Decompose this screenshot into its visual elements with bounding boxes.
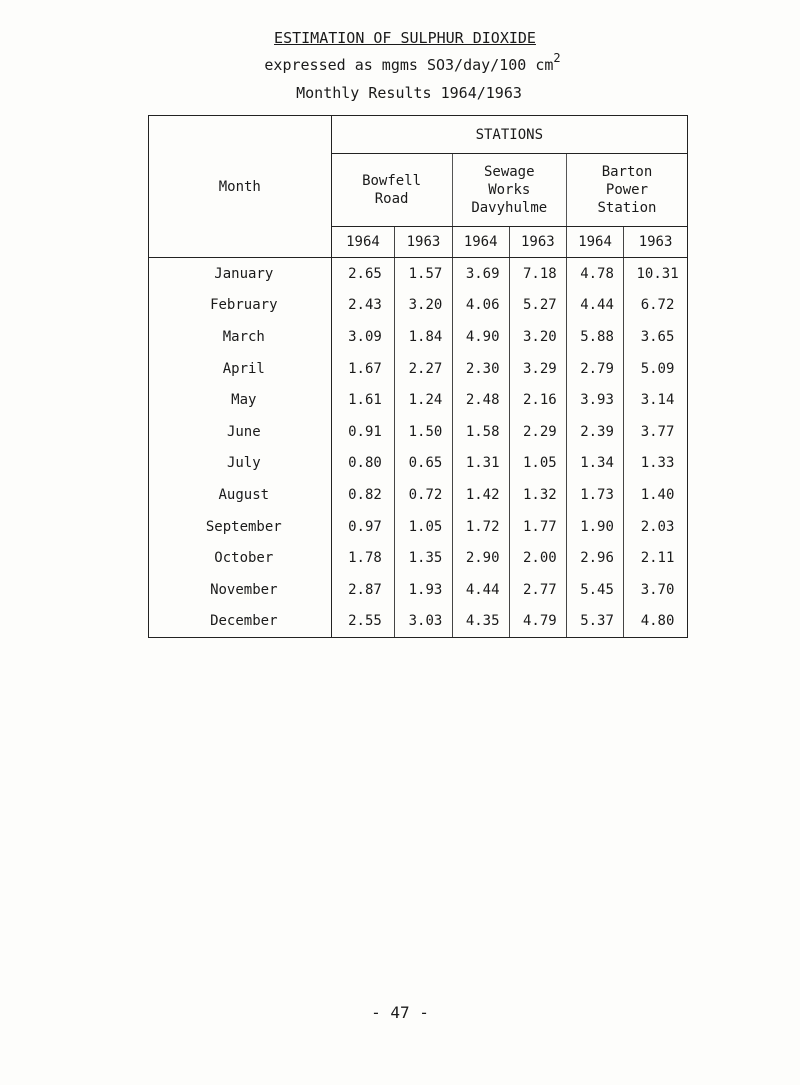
table-row (149, 606, 688, 638)
value-cell: 3.03 (395, 606, 452, 638)
value-cell: 1.90 (566, 511, 623, 543)
value-cell: 1.40 (640, 486, 675, 503)
value-cell: 1.93 (395, 574, 452, 606)
month-cell: December (149, 606, 332, 638)
month-cell: March (149, 321, 332, 353)
value-cell: 1.50 (395, 416, 452, 448)
table-row (149, 290, 688, 322)
value-cell: 1.78 (331, 542, 395, 574)
value-cell: 5.37 (566, 606, 623, 638)
station-name-line: Bowfell (362, 173, 422, 189)
value-cell: 2.11 (640, 550, 675, 567)
value-cell: 3.70 (640, 581, 675, 598)
value-cell: 1.34 (566, 448, 623, 480)
value-cell: 4.80 (624, 606, 688, 638)
value-cell: 1.72 (452, 511, 509, 543)
value-cell: 1.61 (331, 384, 395, 416)
value-cell: 2.48 (452, 384, 509, 416)
table-header (149, 116, 688, 258)
value-cell: 3.20 (395, 290, 452, 322)
value-cell: 5.09 (640, 360, 675, 377)
value-cell: 2.30 (452, 353, 509, 385)
table-row (149, 574, 688, 606)
value-cell: 1.05 (395, 511, 452, 543)
value-cell: 3.29 (509, 353, 566, 385)
month-column-header: Month (149, 116, 332, 258)
value-cell: 2.87 (331, 574, 395, 606)
table-row (149, 321, 688, 353)
value-cell: 3.65 (640, 328, 675, 345)
value-cell: 0.80 (331, 448, 395, 480)
station-name-line: Power (605, 182, 649, 198)
document-title-wrap (0, 28, 800, 47)
value-cell: 2.77 (509, 574, 566, 606)
value-cell: 4.78 (566, 258, 623, 290)
table-row (149, 416, 688, 448)
table-row (149, 542, 688, 574)
value-cell: 2.65 (331, 258, 395, 290)
value-cell: 2.16 (509, 384, 566, 416)
year-header: 1964 (452, 227, 509, 258)
value-cell: 3.77 (640, 423, 675, 440)
value-cell: 1.84 (395, 321, 452, 353)
results-table (148, 115, 688, 638)
value-cell: 1.42 (452, 479, 509, 511)
value-cell: 0.72 (395, 479, 452, 511)
value-cell: 2.90 (452, 542, 509, 574)
value-cell: 0.65 (395, 448, 452, 480)
value-cell: 4.79 (509, 606, 566, 638)
value-cell: 1.67 (331, 353, 395, 385)
table-row (149, 258, 688, 290)
subtitle-superscript: 2 (553, 51, 561, 65)
station-bowfell-road (331, 154, 452, 227)
table-row (149, 511, 688, 543)
station-name-line: Station (597, 200, 657, 216)
value-cell: 1.24 (395, 384, 452, 416)
value-cell: 2.00 (509, 542, 566, 574)
value-cell: 1.33 (640, 455, 675, 472)
station-name-line: Davyhulme (471, 200, 548, 216)
month-cell: September (149, 511, 332, 543)
document-title: ESTIMATION OF SULPHUR DIOXIDE (274, 29, 536, 47)
value-cell: 3.69 (452, 258, 509, 290)
value-cell: 2.29 (509, 416, 566, 448)
month-cell: June (149, 416, 332, 448)
value-cell: 1.05 (509, 448, 566, 480)
subtitle-text: expressed as mgms SO3/day/100 cm (264, 56, 554, 74)
value-cell: 3.20 (509, 321, 566, 353)
period-line: Monthly Results 1964/1963 (296, 84, 522, 102)
station-name-line: Sewage (483, 164, 535, 180)
value-cell: 1.32 (509, 479, 566, 511)
value-cell: 5.27 (509, 290, 566, 322)
value-cell: 4.06 (452, 290, 509, 322)
month-cell: May (149, 384, 332, 416)
value-cell: 3.93 (566, 384, 623, 416)
month-cell: April (149, 353, 332, 385)
stations-header: STATIONS (331, 116, 687, 154)
value-cell: 2.55 (331, 606, 395, 638)
year-header: 1963 (395, 227, 452, 258)
value-cell: 1.31 (452, 448, 509, 480)
year-header: 1964 (566, 227, 623, 258)
month-cell: July (149, 448, 332, 480)
station-sewage-works (452, 154, 566, 227)
value-cell: 1.73 (566, 479, 623, 511)
value-cell: 3.09 (331, 321, 395, 353)
value-cell: 2.03 (640, 518, 675, 535)
value-cell: 0.97 (331, 511, 395, 543)
year-header: 1963 (509, 227, 566, 258)
value-cell: 2.96 (566, 542, 623, 574)
month-cell: October (149, 542, 332, 574)
table-row (149, 448, 688, 480)
value-cell: 7.18 (509, 258, 566, 290)
value-cell: 1.77 (509, 511, 566, 543)
value-cell: 1.57 (395, 258, 452, 290)
station-barton-power (566, 154, 687, 227)
value-cell: 6.72 (640, 297, 675, 314)
value-cell: 3.14 (640, 392, 675, 409)
value-cell: 5.45 (566, 574, 623, 606)
station-name-line: Road (374, 191, 409, 207)
value-cell: 2.43 (331, 290, 395, 322)
value-cell: 5.88 (566, 321, 623, 353)
month-cell: November (149, 574, 332, 606)
table-row (149, 384, 688, 416)
table-row (149, 353, 688, 385)
value-cell: 0.91 (331, 416, 395, 448)
value-cell: 4.44 (452, 574, 509, 606)
station-name-line: Works (488, 182, 531, 198)
month-cell: January (149, 258, 332, 290)
value-cell: 4.90 (452, 321, 509, 353)
year-header: 1963 (624, 227, 688, 258)
value-cell: 10.31 (636, 265, 679, 282)
value-cell: 2.79 (566, 353, 623, 385)
value-cell: 1.35 (395, 542, 452, 574)
table-body (149, 258, 688, 638)
value-cell: 2.27 (395, 353, 452, 385)
month-cell: February (149, 290, 332, 322)
page-number: - 47 - (371, 1003, 429, 1022)
year-header: 1964 (331, 227, 395, 258)
value-cell: 2.39 (566, 416, 623, 448)
table-row (149, 479, 688, 511)
month-cell: August (149, 479, 332, 511)
value-cell: 1.58 (452, 416, 509, 448)
document-subtitle (0, 53, 800, 74)
value-cell: 0.82 (331, 479, 395, 511)
value-cell: 4.35 (452, 606, 509, 638)
station-name-line: Barton (601, 164, 653, 180)
value-cell: 4.44 (566, 290, 623, 322)
